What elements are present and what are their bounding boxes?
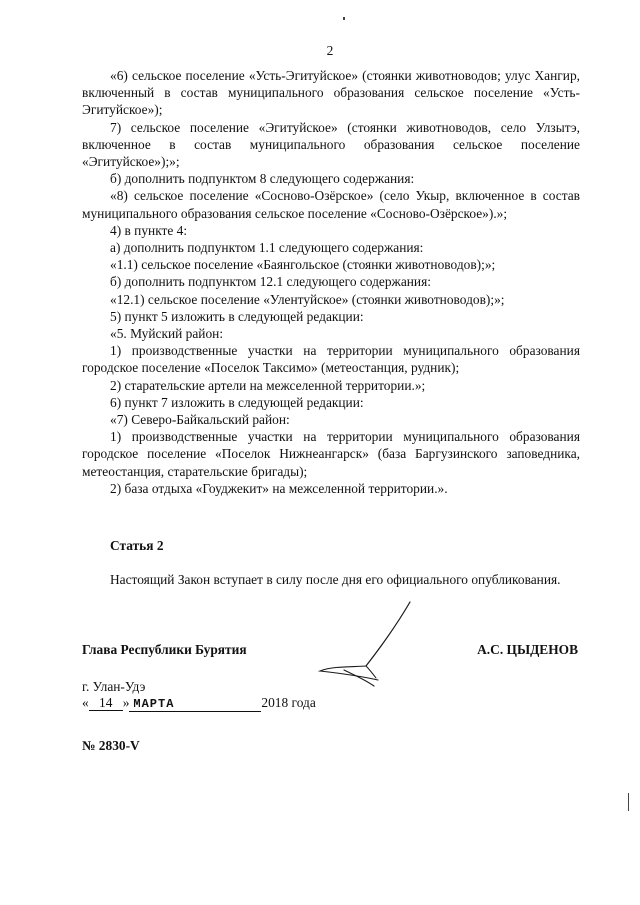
paragraph: «7) Северо-Байкальский район: <box>110 412 290 428</box>
document-number: № 2830-V <box>82 738 140 753</box>
paragraph: «5. Муйский район: <box>110 326 224 342</box>
paragraph: «12.1) сельское поселение «Улентуйское» (стоянки животноводов);»; <box>110 291 505 307</box>
scan-speck <box>628 793 629 811</box>
date-open-quote: « <box>82 695 89 710</box>
handwritten-signature <box>318 600 428 700</box>
article-heading: Статья 2 <box>110 538 164 553</box>
paragraph: б) дополнить подпунктом 12.1 следующего содержания: <box>110 274 431 290</box>
signatory-name: А.С. ЦЫДЕНОВ <box>477 642 578 657</box>
paragraph: 1) производственные участки на территории муниципального образования городское поселение «Поселок Нижнеангарск» (база Баргузинского заповедника, метеостанция, старательские бригады); <box>82 429 580 479</box>
date-close-quote: » <box>122 695 130 710</box>
date-line <box>82 694 316 712</box>
scan-speck <box>343 17 345 20</box>
paragraph: «1.1) сельское поселение «Баянгольское (стоянки животноводов);»; <box>110 257 496 273</box>
closing-paragraph: Настоящий Закон вступает в силу после дня его официального опубликования. <box>110 572 561 587</box>
page-number: 2 <box>326 43 334 58</box>
paragraph: а) дополнить подпунктом 1.1 следующего содержания: <box>110 240 424 256</box>
signatory-role: Глава Республики Бурятия <box>82 642 247 657</box>
paragraph: 6) пункт 7 изложить в следующей редакции: <box>110 394 364 410</box>
date-year: 2018 года <box>261 695 316 710</box>
paragraph: 1) производственные участки на территории муниципального образования городское поселение «Поселок Таксимо» (метеостанция, рудник); <box>82 343 580 376</box>
paragraph: 2) база отдыха «Гоуджекит» на межселенной территории.». <box>110 480 448 496</box>
paragraph: «6) сельское поселение «Усть-Эгитуйское» (стоянки животноводов; улус Хангир, включенный в состав муниципального образования сельское поселение «Усть-Эгитуйское»); <box>82 68 580 118</box>
paragraph: 5) пункт 5 изложить в следующей редакции: <box>110 308 364 324</box>
paragraph: «8) сельское поселение «Сосново-Озёрское» (село Укыр, включенное в состав муниципального образования сельское поселение «Сосново-Озёрское»).»; <box>82 188 580 221</box>
date-month: МАРТА <box>129 697 261 712</box>
amendments-text <box>82 67 580 497</box>
place-of-signing: г. Улан-Удэ <box>82 679 146 694</box>
date-day: 14 <box>89 696 123 711</box>
paragraph: б) дополнить подпунктом 8 следующего содержания: <box>110 171 415 187</box>
paragraph: 7) сельское поселение «Эгитуйское» (стоянки животноводов, село Улзытэ, включенное в состав муниципального образования сельское поселение «Эгитуйское»);»; <box>82 119 580 170</box>
paragraph: 4) в пункте 4: <box>110 222 188 238</box>
paragraph: 2) старательские артели на межселенной территории.»; <box>110 377 426 393</box>
closing-text <box>82 571 580 588</box>
